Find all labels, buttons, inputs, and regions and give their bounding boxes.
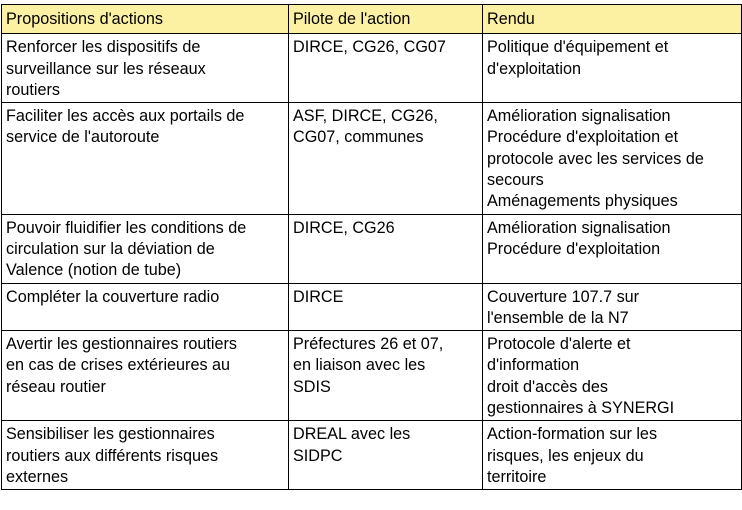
header-pilote: Pilote de l'action: [289, 5, 483, 34]
cell-line: CG07, communes: [293, 128, 424, 147]
cell-line: Protocole d'alerte et: [487, 335, 631, 354]
cell-line: DIRCE: [293, 287, 344, 306]
cell-line: SDIS: [293, 377, 331, 396]
table-row: [2, 421, 742, 490]
cell-pilote: [289, 34, 483, 103]
cell-line: Action-formation sur les: [487, 425, 658, 444]
cell-rendu: [483, 214, 742, 283]
cell-line: routiers: [6, 80, 60, 99]
cell-line: d'information: [487, 356, 580, 375]
cell-line: d'exploitation: [487, 59, 581, 78]
cell-line: Procédure d'exploitation: [487, 239, 661, 258]
cell-action: [2, 283, 289, 331]
cell-line: réseau routier: [6, 377, 106, 396]
cell-line: Couverture 107.7 sur: [487, 287, 640, 306]
cell-line: Amélioration signalisation: [487, 218, 671, 237]
cell-line: circulation sur la déviation de: [6, 239, 215, 258]
cell-line: Procédure d'exploitation et: [487, 128, 679, 147]
header-propositions: Propositions d'actions: [2, 5, 289, 34]
cell-line: service de l'autoroute: [6, 128, 160, 147]
cell-line: l'ensemble de la N7: [487, 308, 629, 327]
header-rendu: Rendu: [483, 5, 742, 34]
cell-line: Faciliter les accès aux portails de: [6, 107, 245, 126]
cell-line: Compléter la couverture radio: [6, 287, 220, 306]
table-row: [2, 103, 742, 214]
cell-line: ASF, DIRCE, CG26,: [293, 107, 438, 126]
cell-line: Avertir les gestionnaires routiers: [6, 335, 237, 354]
table-row: [2, 214, 742, 283]
cell-action: [2, 34, 289, 103]
cell-line: Amélioration signalisation: [487, 107, 671, 126]
cell-line: territoire: [487, 467, 547, 486]
table-row: [2, 34, 742, 103]
cell-rendu: [483, 34, 742, 103]
cell-line: DIRCE, CG26, CG07: [293, 38, 446, 57]
cell-action: [2, 214, 289, 283]
cell-line: secours: [487, 171, 544, 190]
cell-rendu: [483, 283, 742, 331]
cell-line: DREAL avec les: [293, 425, 411, 444]
table-header-row: [2, 5, 742, 34]
cell-line: en cas de crises extérieures au: [6, 356, 231, 375]
cell-line: Sensibiliser les gestionnaires: [6, 425, 215, 444]
cell-line: protocole avec les services de: [487, 149, 704, 168]
cell-line: Politique d'équipement et: [487, 38, 669, 57]
cell-line: gestionnaires à SYNERGI: [487, 399, 675, 418]
cell-line: Valence (notion de tube): [6, 261, 182, 280]
cell-line: routiers aux différents risques: [6, 446, 219, 465]
cell-line: Pouvoir fluidifier les conditions de: [6, 218, 247, 237]
cell-action: [2, 421, 289, 490]
cell-line: Renforcer les dispositifs de: [6, 38, 201, 57]
cell-pilote: [289, 214, 483, 283]
cell-line: Préfectures 26 et 07,: [293, 335, 444, 354]
cell-pilote: [289, 331, 483, 421]
cell-rendu: [483, 331, 742, 421]
cell-line: externes: [6, 467, 69, 486]
cell-pilote: [289, 283, 483, 331]
cell-line: risques, les enjeux du: [487, 446, 644, 465]
cell-line: en liaison avec les: [293, 356, 426, 375]
cell-rendu: [483, 103, 742, 214]
cell-pilote: [289, 421, 483, 490]
table-row: [2, 283, 742, 331]
table-row: [2, 331, 742, 421]
cell-line: DIRCE, CG26: [293, 218, 395, 237]
cell-line: SIDPC: [293, 446, 343, 465]
cell-line: droit d'accès des: [487, 377, 608, 396]
cell-rendu: [483, 421, 742, 490]
actions-table: [1, 4, 742, 490]
cell-pilote: [289, 103, 483, 214]
cell-line: Aménagements physiques: [487, 192, 678, 211]
cell-line: surveillance sur les réseaux: [6, 59, 206, 78]
cell-action: [2, 103, 289, 214]
cell-action: [2, 331, 289, 421]
